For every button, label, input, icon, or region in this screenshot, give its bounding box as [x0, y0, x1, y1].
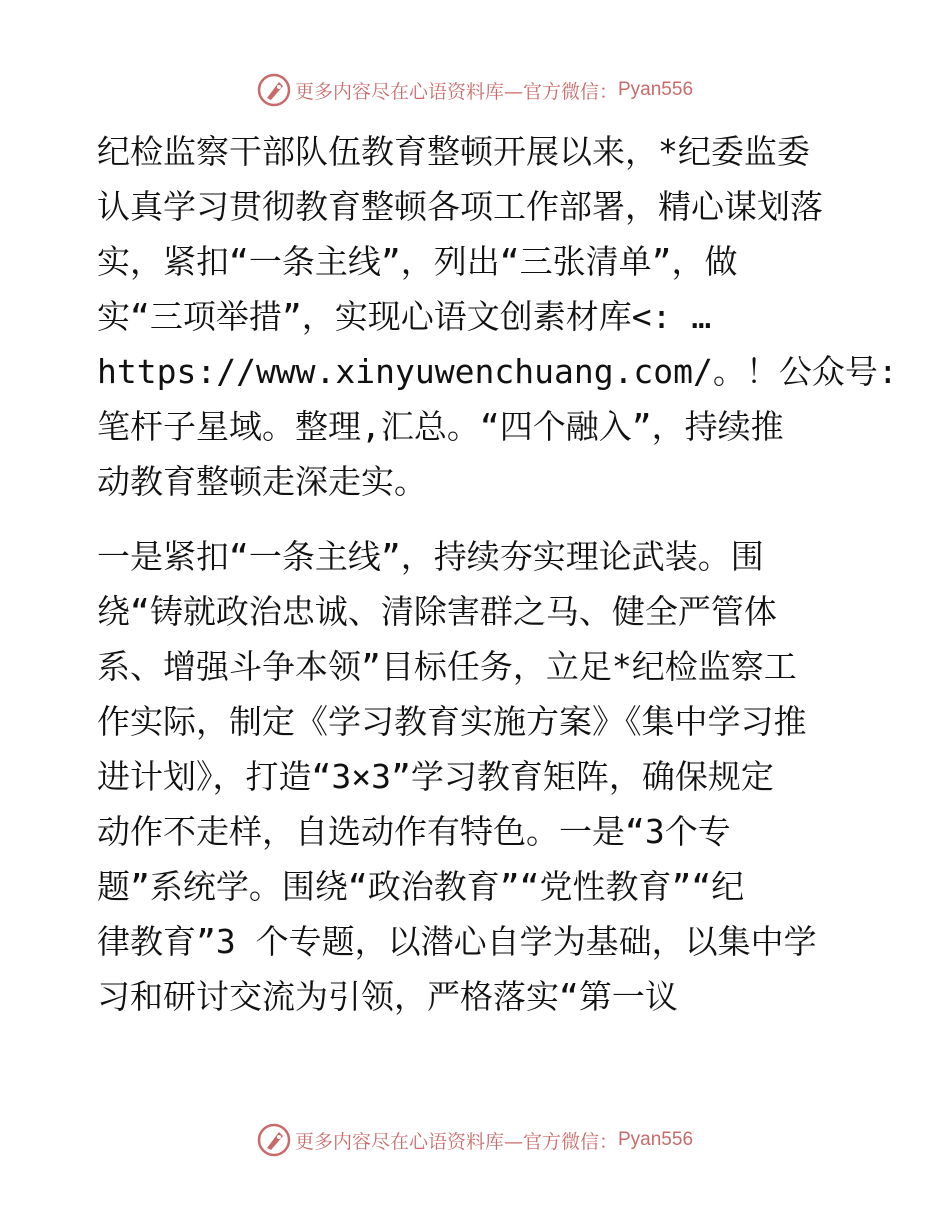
header-watermark: [0, 70, 950, 110]
text-line: 律教育”3 个专题，以潜心自学为基础，以集中学: [97, 922, 817, 961]
text-line: https://www.xinyuwenchuang.com/。！公众号:: [97, 352, 898, 391]
text-line: 一是紧扣“一条主线”，持续夯实理论武装。围: [97, 537, 764, 576]
text-line: 动教育整顿走深走实。: [97, 462, 427, 501]
text-line: 习和研讨交流为引领，严格落实“第一议: [97, 977, 678, 1016]
text-line: 作实际，制定《学习教育实施方案》《集中学习推: [97, 702, 807, 741]
paragraph-spacer: [97, 509, 857, 529]
footer-watermark-text: 更多内容尽在心语资料库—官方微信：: [294, 1130, 618, 1153]
text-line: 笔杆子星域。整理,汇总。“四个融入”，持续推: [97, 407, 784, 446]
header-watermark-text: 更多内容尽在心语资料库—官方微信：: [294, 80, 618, 103]
header-watermark-wechat: Pyan556: [618, 79, 694, 100]
pen-nib-logo-icon: [257, 73, 291, 107]
text-line: 系、增强斗争本领”目标任务，立足*纪检监察工: [97, 647, 797, 686]
text-line: 实，紧扣“一条主线”，列出“三张清单”，做: [97, 242, 738, 281]
paragraph-2: [97, 529, 857, 1024]
paragraph-1: [97, 124, 898, 509]
text-line: 认真学习贯彻教育整顿各项工作部署，精心谋划落: [97, 187, 823, 226]
text-line: 进计划》，打造“3×3”学习教育矩阵，确保规定: [97, 757, 774, 796]
footer-watermark: [0, 1120, 950, 1160]
text-line: 题”系统学。围绕“政治教育”“党性教育”“纪: [97, 867, 745, 906]
text-line: 实“三项举措”，实现心语文创素材库<: …: [97, 297, 712, 336]
pen-nib-logo-icon: [257, 1123, 291, 1157]
document-body: [97, 124, 898, 1024]
text-line: 绕“铸就政治忠诚、清除害群之马、健全严管体: [97, 592, 777, 631]
text-line: 纪检监察干部队伍教育整顿开展以来，*纪委监委: [97, 132, 810, 171]
text-line: 动作不走样，自选动作有特色。一是“3个专: [97, 812, 731, 851]
footer-watermark-wechat: Pyan556: [618, 1129, 694, 1150]
